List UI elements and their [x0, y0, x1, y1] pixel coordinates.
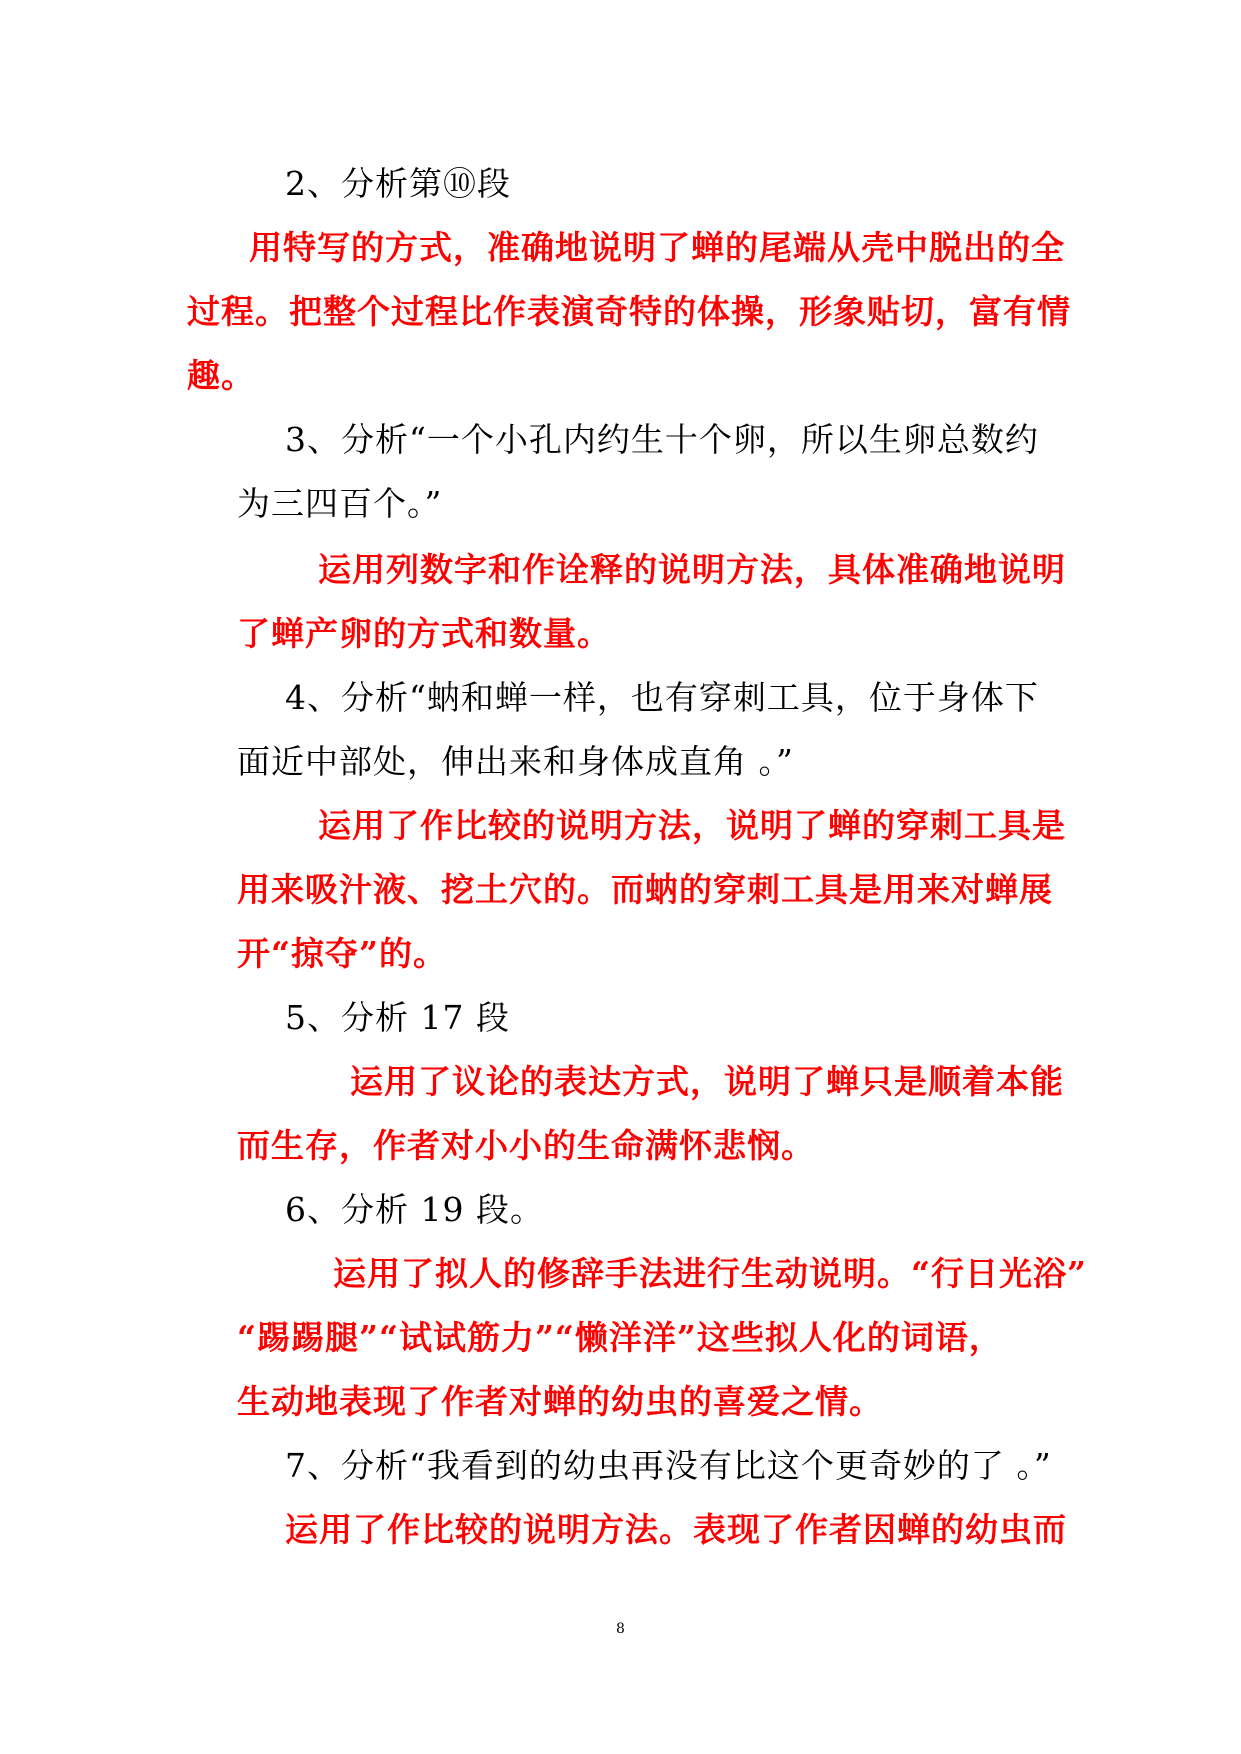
answer-6-line-1: 运用了拟人的修辞手法进行生动说明。“行日光浴”	[333, 1254, 1087, 1293]
answer-3-line-1: 运用列数字和作诠释的说明方法，具体准确地说明	[318, 550, 1066, 589]
answer-5-line-1: 运用了议论的表达方式，说明了蝉只是顺着本能	[350, 1062, 1064, 1101]
answer-7-line-1: 运用了作比较的说明方法。表现了作者因蝉的幼虫而	[285, 1510, 1067, 1549]
question-6-line-1: 6、分析 19 段。	[285, 1190, 544, 1229]
question-4-line-2: 面近中部处，伸出来和身体成直角 。”	[237, 742, 794, 781]
answer-5-line-2: 而生存，作者对小小的生命满怀悲悯。	[237, 1126, 815, 1165]
answer-4-line-2: 用来吸汁液、挖土穴的。而蚋的穿刺工具是用来对蝉展	[237, 870, 1053, 909]
answer-3-line-2: 了蝉产卵的方式和数量。	[237, 614, 611, 653]
question-4-line-1: 4、分析“蚋和蝉一样，也有穿刺工具，位于身体下	[285, 678, 1039, 717]
answer-4-line-3: 开“掠夺”的。	[237, 934, 447, 973]
question-7-line-1: 7、分析“我看到的幼虫再没有比这个更奇妙的了 。”	[285, 1446, 1052, 1485]
page-number: 8	[616, 1621, 625, 1637]
answer-4-line-1: 运用了作比较的说明方法，说明了蝉的穿刺工具是	[318, 806, 1066, 845]
question-2-line-1: 2、分析第⑩段	[285, 164, 511, 203]
answer-2-line-1: 用特写的方式，准确地说明了蝉的尾端从壳中脱出的全	[249, 228, 1065, 267]
answer-2-line-2: 过程。把整个过程比作表演奇特的体操，形象贴切，富有情	[187, 292, 1071, 331]
answer-6-line-2: “踢踢腿”“试试筋力”“懒洋洋”这些拟人化的词语，	[237, 1318, 1003, 1357]
answer-2-line-3: 趣。	[187, 356, 255, 395]
question-3-line-2: 为三四百个。”	[237, 484, 443, 523]
answer-6-line-3: 生动地表现了作者对蝉的幼虫的喜爱之情。	[237, 1382, 883, 1421]
question-3-line-1: 3、分析“一个小孔内约生十个卵，所以生卵总数约	[285, 420, 1039, 459]
question-5-line-1: 5、分析 17 段	[285, 998, 510, 1037]
